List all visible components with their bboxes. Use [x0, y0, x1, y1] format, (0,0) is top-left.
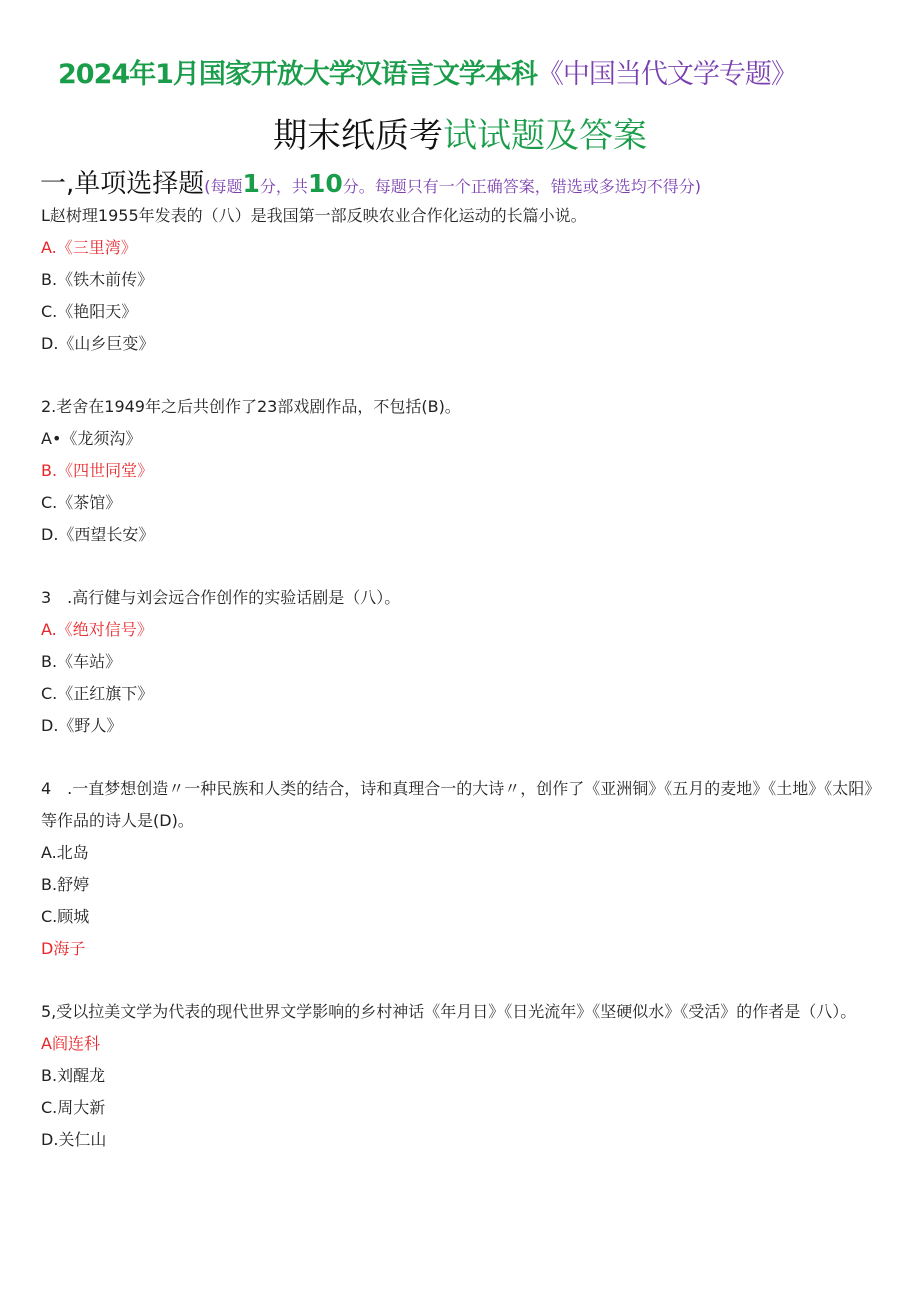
document-title — [58, 52, 878, 91]
option-a: A.《三里湾》 — [41, 238, 137, 257]
option-d: D海子 — [41, 939, 86, 958]
option-c: C.周大新 — [41, 1098, 106, 1117]
option-b: B.《车站》 — [41, 652, 122, 671]
option-d: D.关仁山 — [41, 1130, 107, 1149]
option-d: D.《山乡巨变》 — [41, 334, 155, 353]
subtitle-part2: 试试题及答案 — [443, 116, 647, 156]
option-d: D.《西望长安》 — [41, 525, 155, 544]
option-a: A.北岛 — [41, 843, 89, 862]
option-b: B.《四世同堂》 — [41, 461, 154, 480]
section-instructions — [204, 169, 701, 198]
note-points-each: 1 — [242, 169, 260, 198]
document-subtitle — [0, 108, 920, 157]
title-prefix: 2024年1月国家开放大学汉语言文学本科 — [58, 59, 537, 90]
option-b: B.刘醒龙 — [41, 1066, 106, 1085]
question-1 — [41, 200, 881, 360]
question-4 — [41, 773, 881, 965]
question-stem: 4 .一直梦想创造〃一种民族和人类的结合，诗和真理合一的大诗〃，创作了《亚洲铜》《五月的麦地》《土地》《太阳》等作品的诗人是(D)。 — [41, 779, 881, 830]
note-part-a: (每题 — [204, 177, 243, 196]
option-a: A阎连科 — [41, 1034, 100, 1053]
subtitle-part1: 期末纸质考 — [273, 116, 443, 156]
option-d: D.《野人》 — [41, 716, 123, 735]
question-2 — [41, 391, 881, 551]
question-stem: L赵树理1955年发表的（八）是我国第一部反映农业合作化运动的长篇小说。 — [41, 206, 587, 225]
question-stem: 5,受以拉美文学为代表的现代世界文学影响的乡村神话《年月日》《日光流年》《坚硬似水》《受活》的作者是（八）。 — [41, 1002, 857, 1021]
section-title: 一,单项选择题 — [40, 169, 205, 199]
question-3 — [41, 582, 881, 742]
question-list — [41, 200, 881, 1187]
option-b: B.舒婷 — [41, 875, 90, 894]
section-heading — [40, 163, 900, 200]
option-c: C.《茶馆》 — [41, 493, 122, 512]
note-part-b: 分，共 — [259, 177, 308, 196]
option-c: C.《艳阳天》 — [41, 302, 138, 321]
question-stem: 2.老舍在1949年之后共创作了23部戏剧作品，不包括(B)。 — [41, 397, 461, 416]
question-5 — [41, 996, 881, 1156]
note-part-c: 分。每题只有一个正确答案，错选或多选均不得分) — [342, 177, 701, 196]
option-c: C.《正红旗下》 — [41, 684, 154, 703]
option-b: B.《铁木前传》 — [41, 270, 154, 289]
option-a: A.《绝对信号》 — [41, 620, 153, 639]
note-points-total: 10 — [307, 169, 343, 198]
question-stem: 3 .高行健与刘会远合作创作的实验话剧是（八）。 — [41, 588, 401, 607]
option-a: A•《龙须沟》 — [41, 429, 142, 448]
option-c: C.顾城 — [41, 907, 90, 926]
title-course-name: 《中国当代文学专题》 — [536, 59, 797, 90]
